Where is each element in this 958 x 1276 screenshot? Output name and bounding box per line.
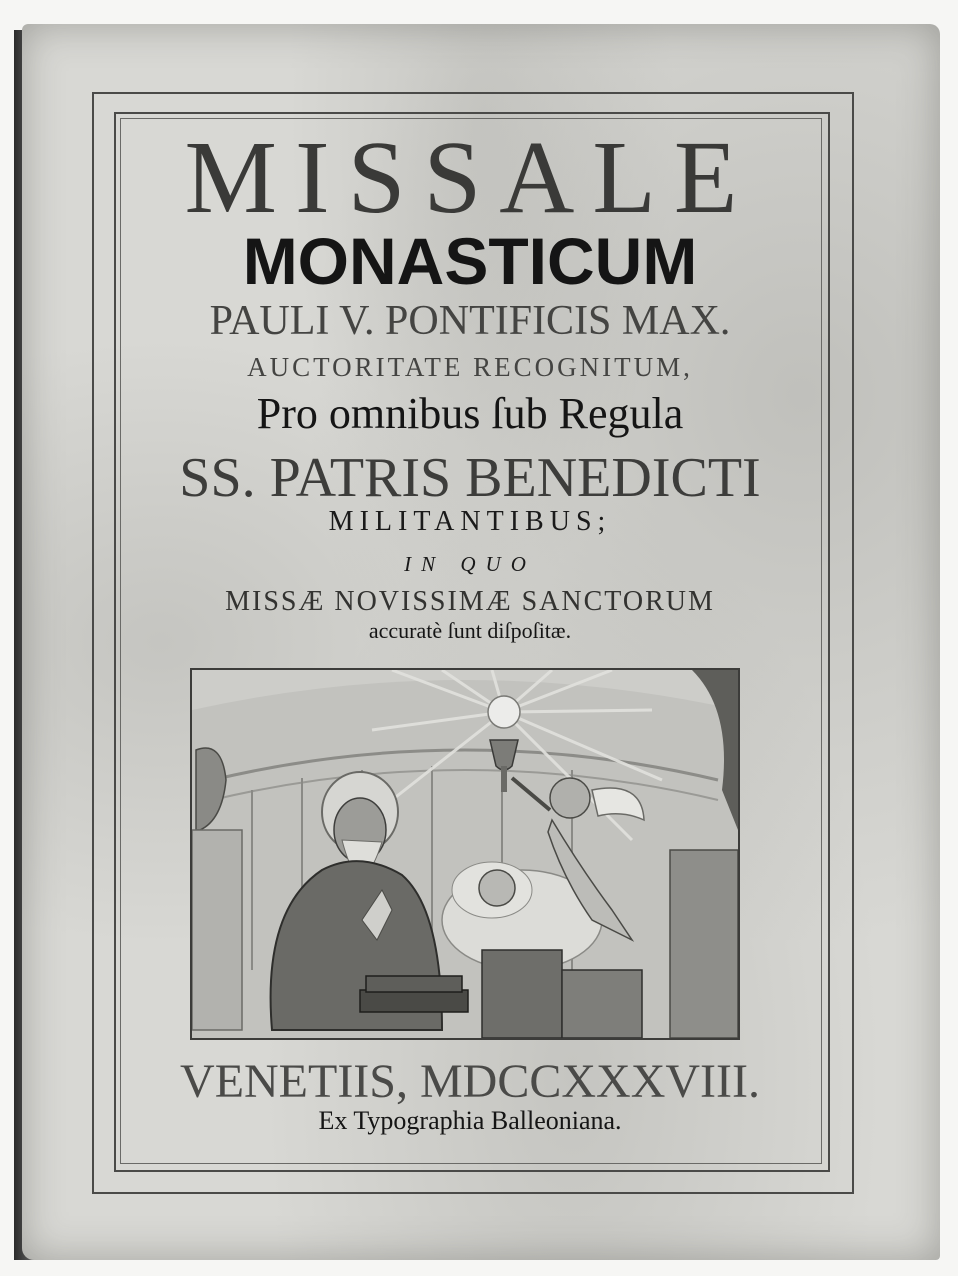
engraving-artwork: [192, 670, 738, 1038]
subtitle-militantibus: MILITANTIBUS;: [328, 506, 612, 537]
title-monasticum: MONASTICUM: [242, 224, 698, 298]
subtitle-in-quo: IN QUO: [404, 552, 536, 576]
subtitle-missae: MISSÆ NOVISSIMÆ SANCTORUM: [225, 586, 715, 617]
imprint-printer: Ex Typographia Balleoniana.: [318, 1106, 622, 1135]
subtitle-ss-patris: SS. PATRIS BENEDICTI: [179, 447, 761, 509]
subtitle-accurate: accuratè ſunt diſpoſitæ.: [368, 618, 572, 643]
subtitle-pro-omnibus: Pro omnibus ſub Regula: [256, 389, 684, 438]
subtitle-pauli: PAULI V. PONTIFICIS MAX.: [209, 298, 731, 344]
imprint-place-date: VENETIIS, MDCCXXXVIII.: [180, 1055, 760, 1108]
subtitle-auctoritate: AUCTORITATE RECOGNITUM,: [247, 352, 693, 382]
engraving-illustration: [190, 668, 740, 1040]
title-missale: MISSALE: [184, 120, 756, 235]
